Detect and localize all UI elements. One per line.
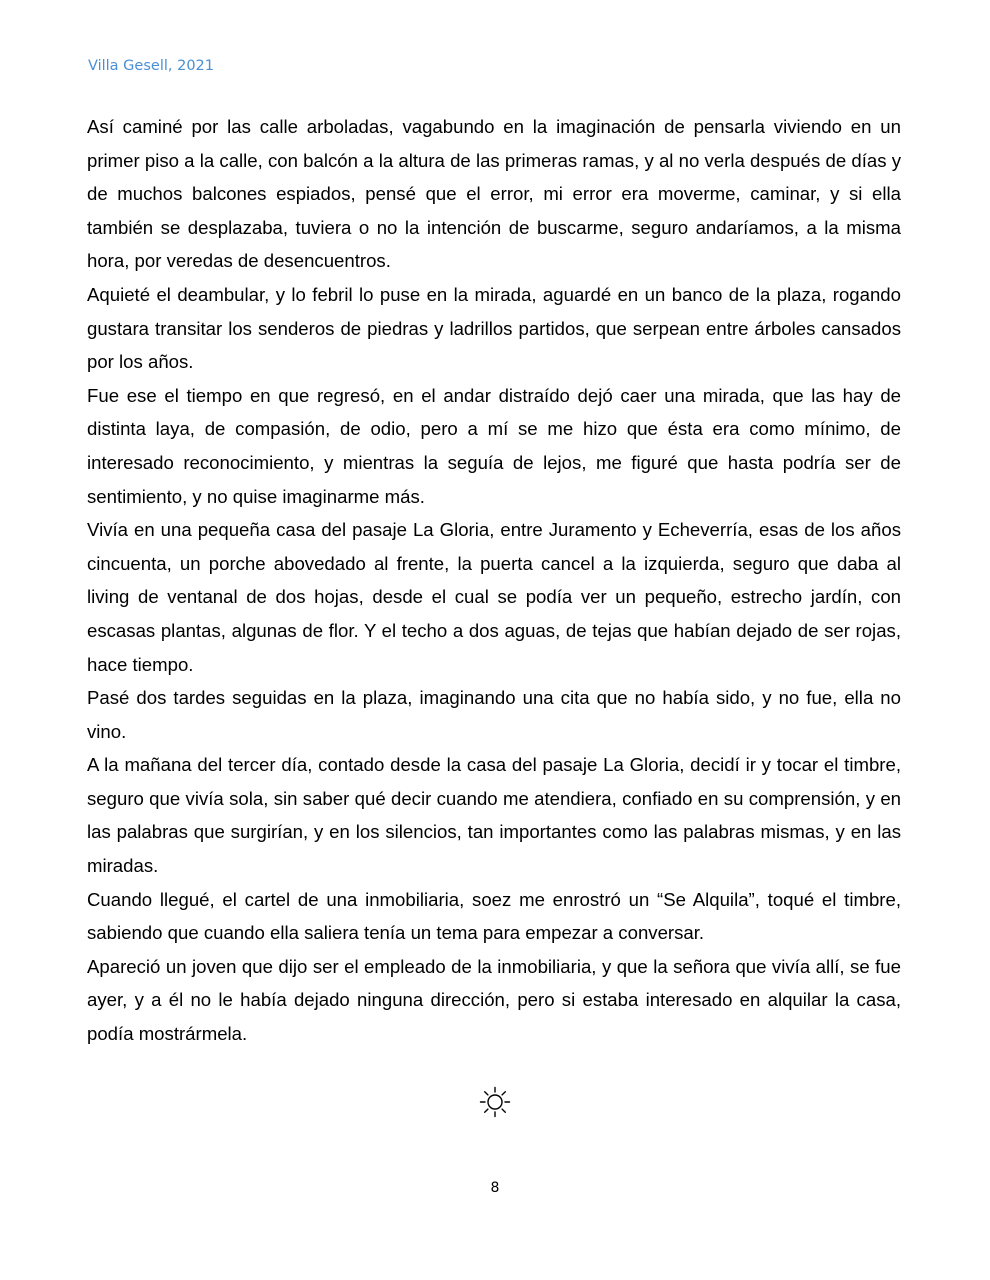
paragraph: Cuando llegué, el cartel de una inmobiliaria, soez me enrostró un “Se Alquila”, toqué el timbre, sabiendo que cuando ella saliera tenía un tema para empezar a conversar. [87, 888, 901, 944]
paragraph: Vivía en una pequeña casa del pasaje La Gloria, entre Juramento y Echeverría, esas de los años cincuenta, un porche abovedado al frente, la puerta cancel a la izquierda, seguro que daba al living de ventanal de dos hojas, desde el cual se podía ver un pequeño, estrecho jardín, con escasas plantas, algunas de flor. Y el techo a dos aguas, de tejas que habían dejado de ser rojas, hace tiempo. [87, 519, 901, 675]
paragraph: Aquieté el deambular, y lo febril lo puse en la mirada, aguardé en un banco de la plaza, rogando gustara transitar los senderos de piedras y ladrillos partidos, que serpean entre árboles cansados por los años. [87, 283, 901, 373]
paragraph: Así caminé por las calle arboladas, vagabundo en la imaginación de pensarla viviendo en un primer piso a la calle, con balcón a la altura de las primeras ramas, y al no verla después de días y de muchos balcones espiados, pensé que el error, mi error era moverme, caminar, y si ella también se desplazaba, tuviera o no la intención de buscarme, seguro andaríamos, a la misma hora, por veredas de desencuentros. [87, 116, 901, 272]
sun-icon [479, 1086, 511, 1118]
paragraph: Apareció un joven que dijo ser el empleado de la inmobiliaria, y que la señora que vivía allí, se fue ayer, y a él no le había dejado ninguna dirección, pero si estaba interesado en alquilar la casa, podía mostrármela. [87, 955, 901, 1045]
section-separator [0, 1086, 990, 1123]
paragraph: Pasé dos tardes seguidas en la plaza, imaginando una cita que no había sido, y no fue, ella no vino. [87, 687, 901, 742]
paragraph: A la mañana del tercer día, contado desde la casa del pasaje La Gloria, decidí ir y tocar el timbre, seguro que vivía sola, sin saber qué decir cuando me atendiera, confiado en su comprensión, y en las palabras que surgirían, y en los silencios, tan importantes como las palabras mismas, y en las miradas. [87, 754, 901, 877]
running-header: Villa Gesell, 2021 [88, 58, 214, 74]
body-text [87, 110, 901, 1051]
paragraph: Fue ese el tiempo en que regresó, en el andar distraído dejó caer una mirada, que las hay de distinta laya, de compasión, de odio, pero a mí se me hizo que ésta era como mínimo, de interesado reconocimiento, y mientras la seguía de lejos, me figuré que hasta podría ser de sentimiento, y no quise imaginarme más. [87, 384, 901, 507]
page-number: 8 [490, 1180, 500, 1196]
